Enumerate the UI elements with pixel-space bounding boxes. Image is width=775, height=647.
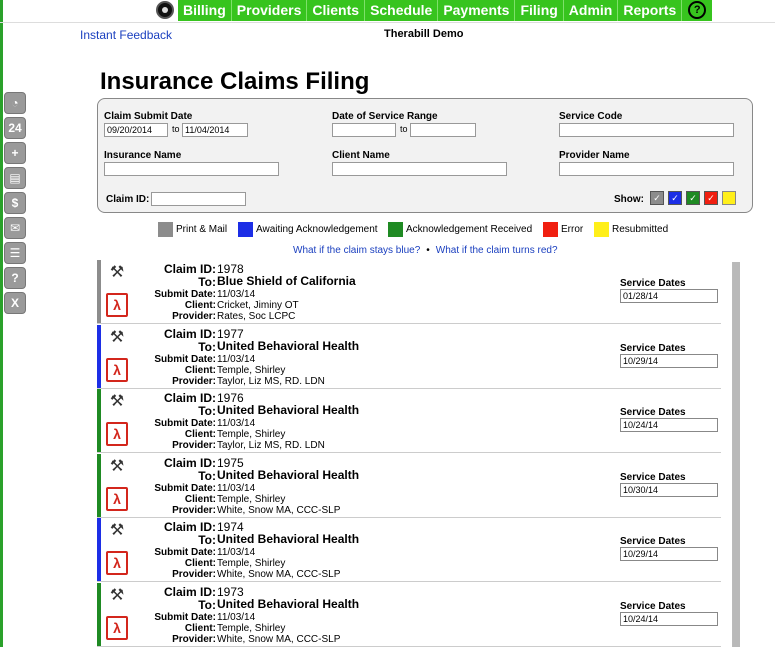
submit-date-from-input[interactable]: 09/20/2014 [104, 123, 168, 137]
pdf-icon[interactable]: λ [106, 551, 128, 575]
claim-id-label: Claim ID: [163, 520, 216, 534]
dashboard-icon[interactable]: ◔ [4, 92, 26, 114]
claim-id-value: 1974 [217, 520, 244, 534]
legend-label: Error [561, 223, 584, 235]
legend-label: Resubmitted [612, 223, 669, 235]
filter-panel [97, 98, 753, 213]
green-swatch [388, 222, 403, 237]
legend-label: Print & Mail [176, 223, 228, 235]
pdf-icon[interactable]: λ [106, 487, 128, 511]
submit-date-label: Submit Date: [154, 612, 216, 623]
provider-value: Rates, Soc LCPC [217, 311, 296, 322]
client-value: Temple, Shirley [217, 623, 286, 634]
show-yellow-checkbox[interactable] [722, 191, 736, 205]
claim-status-bar [97, 583, 101, 646]
show-green-checkbox[interactable]: ✓ [686, 191, 700, 205]
dos-to-label: to [400, 124, 408, 134]
submit-date-value: 11/03/14 [217, 547, 256, 558]
legend-error [543, 221, 583, 237]
link-separator: • [426, 245, 430, 256]
nav-filing[interactable]: Filing [515, 0, 563, 21]
service-date-field[interactable]: 10/24/14 [620, 612, 718, 626]
claim-id-value: 1978 [217, 262, 244, 276]
claim-to-label: To: [198, 404, 216, 418]
provider-value: White, Snow MA, CCC-SLP [217, 569, 341, 580]
dos-range-label: Date of Service Range [332, 111, 438, 122]
tools-icon[interactable]: ⚒ [109, 458, 125, 475]
help-icon[interactable]: ? [4, 267, 26, 289]
client-value: Cricket, Jiminy OT [217, 300, 299, 311]
claim-id-input[interactable] [151, 192, 246, 206]
client-label: Client: [184, 494, 216, 505]
client-value: Temple, Shirley [217, 558, 286, 569]
claim-payer: United Behavioral Health [217, 403, 360, 417]
provider-value: Taylor, Liz MS, RD. LDN [217, 376, 325, 387]
claim-payer: United Behavioral Health [217, 468, 360, 482]
tools-icon[interactable]: ⚒ [109, 264, 125, 281]
claim-id-value: 1976 [217, 391, 244, 405]
show-label: Show: [614, 194, 644, 205]
claim-payer: United Behavioral Health [217, 532, 360, 546]
client-value: Temple, Shirley [217, 365, 286, 376]
dos-to-input[interactable] [410, 123, 476, 137]
client-name-label: Client Name [332, 150, 390, 161]
claim-to-label: To: [198, 275, 216, 289]
yellow-swatch [594, 222, 609, 237]
insurance-name-label: Insurance Name [104, 150, 182, 161]
submit-date-label: Submit Date: [154, 547, 216, 558]
show-gray-checkbox[interactable]: ✓ [650, 191, 664, 205]
pdf-icon[interactable]: λ [106, 422, 128, 446]
add-client-icon[interactable]: + [4, 142, 26, 164]
left-accent-bar [0, 0, 3, 647]
pdf-icon[interactable]: λ [106, 358, 128, 382]
chat-icon[interactable]: ✉ [4, 217, 26, 239]
main-nav [178, 0, 712, 21]
claim-id-value: 1973 [217, 585, 244, 599]
claim-id-label: Claim ID: [163, 585, 216, 599]
legend-label: Awaiting Acknowledgement [256, 223, 378, 235]
claim-id-label: Claim ID: [106, 194, 150, 205]
claim-id-value: 1975 [217, 456, 244, 470]
claim-status-bar [97, 325, 101, 388]
claim-row[interactable] [97, 518, 721, 582]
service-dates-label: Service Dates [620, 601, 686, 612]
claims-list [97, 260, 729, 647]
claim-to-label: To: [198, 598, 216, 612]
service-date-field[interactable]: 10/29/14 [620, 547, 718, 561]
report-icon[interactable]: ☰ [4, 242, 26, 264]
claim-id-label: Claim ID: [163, 391, 216, 405]
submit-date-label: Submit Date: [154, 483, 216, 494]
service-dates-label: Service Dates [620, 472, 686, 483]
service-dates-label: Service Dates [620, 407, 686, 418]
client-value: Temple, Shirley [217, 429, 286, 440]
submit-date-value: 11/03/14 [217, 483, 256, 494]
claim-payer: United Behavioral Health [217, 339, 360, 353]
service-code-label: Service Code [559, 111, 623, 122]
nav-providers[interactable]: Providers [232, 0, 308, 21]
claim-id-label: Claim ID: [163, 456, 216, 470]
gray-swatch [158, 222, 173, 237]
claim-row[interactable] [97, 325, 721, 389]
schedule-icon[interactable]: ▤ [4, 167, 26, 189]
legend-print-mail [158, 221, 227, 237]
red-swatch [543, 222, 558, 237]
payment-icon[interactable]: $ [4, 192, 26, 214]
nav-payments[interactable]: Payments [438, 0, 515, 21]
stays-blue-link[interactable]: What if the claim stays blue? [293, 245, 421, 256]
nav-clients[interactable]: Clients [307, 0, 365, 21]
legend-label: Acknowledgement Received [406, 223, 533, 235]
tools-icon[interactable]: ⚒ [109, 329, 125, 346]
provider-label: Provider: [172, 440, 216, 451]
legend-resubmitted [594, 221, 668, 237]
service-code-input[interactable] [559, 123, 734, 137]
claim-status-bar [97, 260, 101, 323]
nav-billing[interactable]: Billing [178, 0, 232, 21]
provider-value: White, Snow MA, CCC-SLP [217, 634, 341, 645]
app-logo-icon[interactable] [156, 1, 174, 19]
tools-icon[interactable]: ⚒ [109, 522, 125, 539]
client-label: Client: [184, 623, 216, 634]
provider-label: Provider: [172, 634, 216, 645]
claim-submit-date-label: Claim Submit Date [104, 111, 193, 122]
claim-status-bar [97, 454, 101, 517]
client-label: Client: [184, 429, 216, 440]
nav-admin[interactable]: Admin [564, 0, 619, 21]
provider-label: Provider: [172, 569, 216, 580]
nav-help-icon[interactable]: ? [688, 1, 706, 19]
client-label: Client: [184, 300, 216, 311]
nav-schedule[interactable]: Schedule [365, 0, 438, 21]
help-links [293, 245, 558, 256]
blue-swatch [238, 222, 253, 237]
provider-label: Provider: [172, 376, 216, 387]
dos-from-input[interactable] [332, 123, 396, 137]
provider-label: Provider: [172, 505, 216, 516]
left-icon-rail [4, 92, 26, 317]
claim-row[interactable] [97, 389, 721, 453]
service-date-field[interactable]: 10/29/14 [620, 354, 718, 368]
client-label: Client: [184, 558, 216, 569]
scrollbar-thumb[interactable] [733, 262, 740, 647]
top-nav-bar [0, 0, 775, 21]
submit-date-label: Submit Date: [154, 289, 216, 300]
claim-id-label: Claim ID: [163, 262, 216, 276]
instant-feedback-link[interactable]: Instant Feedback [80, 28, 173, 42]
nav-reports[interactable]: Reports [618, 0, 682, 21]
submit-date-label: Submit Date: [154, 418, 216, 429]
tools-icon[interactable]: ⚒ [109, 393, 125, 410]
submit-date-to-input[interactable]: 11/04/2014 [182, 123, 248, 137]
tools-icon[interactable]: ⚒ [109, 587, 125, 604]
service-date-field[interactable]: 10/24/14 [620, 418, 718, 432]
submit-date-value: 11/03/14 [217, 418, 256, 429]
provider-value: Taylor, Liz MS, RD. LDN [217, 440, 325, 451]
turns-red-link[interactable]: What if the claim turns red? [435, 245, 558, 256]
logout-icon[interactable]: X [4, 292, 26, 314]
submit-date-label: Submit Date: [154, 354, 216, 365]
insurance-name-input[interactable] [104, 162, 279, 176]
client-value: Temple, Shirley [217, 494, 286, 505]
claims-scrollbar[interactable] [732, 262, 740, 647]
claim-to-label: To: [198, 340, 216, 354]
provider-label: Provider: [172, 311, 216, 322]
show-red-checkbox[interactable]: ✓ [704, 191, 718, 205]
page-title: Insurance Claims Filing [100, 68, 370, 95]
client-name-input[interactable] [332, 162, 507, 176]
service-date-field[interactable]: 10/30/14 [620, 483, 718, 497]
provider-value: White, Snow MA, CCC-SLP [217, 505, 341, 516]
claim-payer: Blue Shield of California [217, 274, 356, 288]
claim-to-label: To: [198, 469, 216, 483]
show-blue-checkbox[interactable]: ✓ [668, 191, 682, 205]
claim-id-value: 1977 [217, 327, 244, 341]
pdf-icon[interactable]: λ [106, 293, 128, 317]
header-divider [0, 22, 775, 23]
claim-row[interactable] [97, 583, 721, 647]
legend-received [388, 221, 532, 237]
pdf-icon[interactable]: λ [106, 616, 128, 640]
service-dates-label: Service Dates [620, 536, 686, 547]
claim-status-bar [97, 389, 101, 452]
service-date-field[interactable]: 01/28/14 [620, 289, 718, 303]
claim-status-bar [97, 518, 101, 581]
client-label: Client: [184, 365, 216, 376]
submit-to-label: to [172, 124, 180, 134]
claim-row[interactable] [97, 454, 721, 518]
submit-date-value: 11/03/14 [217, 354, 256, 365]
submit-date-value: 11/03/14 [217, 289, 256, 300]
submit-date-value: 11/03/14 [217, 612, 256, 623]
claim-row[interactable] [97, 260, 721, 324]
legend-awaiting [238, 221, 378, 237]
claim-to-label: To: [198, 533, 216, 547]
service-dates-label: Service Dates [620, 278, 686, 289]
provider-name-input[interactable] [559, 162, 734, 176]
service-dates-label: Service Dates [620, 343, 686, 354]
claim-id-label: Claim ID: [163, 327, 216, 341]
calendar-icon[interactable]: 24 [4, 117, 26, 139]
claim-payer: United Behavioral Health [217, 597, 360, 611]
account-title: Therabill Demo [384, 28, 464, 40]
provider-name-label: Provider Name [559, 150, 630, 161]
